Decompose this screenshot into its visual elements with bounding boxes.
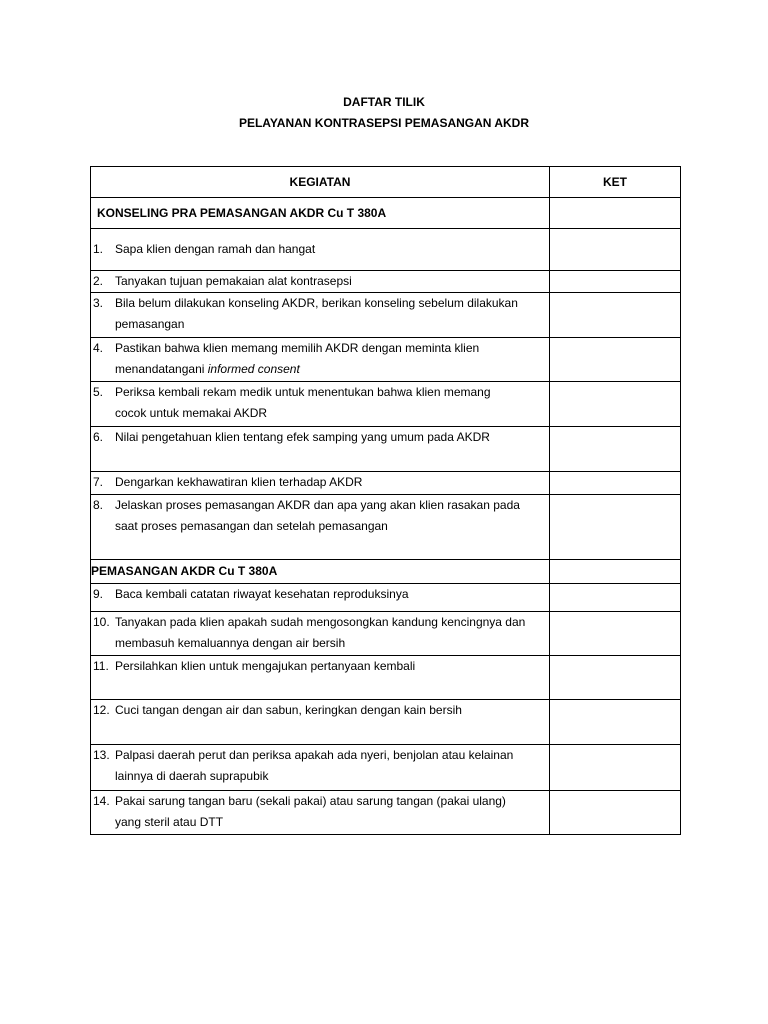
table-row bbox=[91, 791, 681, 835]
note-cell[interactable] bbox=[550, 560, 681, 584]
table-row bbox=[91, 584, 681, 612]
table-row bbox=[91, 745, 681, 791]
note-cell[interactable] bbox=[550, 495, 681, 560]
item-number: 4. bbox=[93, 341, 104, 355]
item-text: Tanyakan pada klien apakah sudah mengosongkan kandung kencingnya dan bbox=[115, 615, 526, 629]
item-number: 5. bbox=[93, 385, 104, 399]
item-text: Tanyakan tujuan pemakaian alat kontrasepsi bbox=[115, 274, 352, 288]
item-number: 9. bbox=[93, 587, 104, 601]
item-text-continued: yang steril atau DTT bbox=[115, 815, 224, 829]
activity-cell bbox=[91, 791, 550, 835]
activity-cell bbox=[91, 700, 550, 745]
item-number: 6. bbox=[93, 430, 104, 444]
note-cell[interactable] bbox=[550, 584, 681, 612]
table-row bbox=[91, 229, 681, 271]
item-number: 13. bbox=[93, 748, 110, 762]
activity-cell bbox=[91, 495, 550, 560]
item-number: 14. bbox=[93, 794, 110, 808]
table-row bbox=[91, 495, 681, 560]
item-text-continued: membasuh kemaluannya dengan air bersih bbox=[115, 636, 346, 650]
activity-cell bbox=[91, 293, 550, 338]
activity-cell bbox=[91, 338, 550, 382]
note-cell[interactable] bbox=[550, 338, 681, 382]
table-row bbox=[91, 612, 681, 656]
item-text-continued: lainnya di daerah suprapubik bbox=[115, 769, 269, 783]
section-heading: PEMASANGAN AKDR Cu T 380A bbox=[91, 560, 550, 584]
document-title: DAFTAR TILIK bbox=[343, 95, 425, 109]
item-text: Persilahkan klien untuk mengajukan pertanyaan kembali bbox=[115, 659, 416, 673]
note-cell[interactable] bbox=[550, 791, 681, 835]
item-number: 11. bbox=[93, 659, 109, 673]
note-cell[interactable] bbox=[550, 656, 681, 700]
note-cell[interactable] bbox=[550, 293, 681, 338]
activity-cell bbox=[91, 612, 550, 656]
note-cell[interactable] bbox=[550, 382, 681, 427]
item-text-continued: cocok untuk memakai AKDR bbox=[115, 406, 268, 420]
item-number: 3. bbox=[93, 296, 104, 310]
item-text-continued bbox=[93, 359, 549, 380]
activity-cell bbox=[91, 229, 550, 271]
table-row bbox=[91, 472, 681, 495]
section-row-counseling bbox=[91, 198, 681, 229]
note-cell[interactable] bbox=[550, 612, 681, 656]
note-cell[interactable] bbox=[550, 427, 681, 472]
table-header-row bbox=[91, 167, 681, 198]
item-number: 7. bbox=[93, 475, 104, 489]
item-number: 1. bbox=[93, 242, 104, 256]
item-text: Pastikan bahwa klien memang memilih AKDR dengan meminta klien bbox=[115, 341, 480, 355]
activity-cell bbox=[91, 745, 550, 791]
table-row bbox=[91, 382, 681, 427]
checklist-table bbox=[90, 166, 681, 835]
column-header-note: KET bbox=[550, 167, 681, 198]
item-text-italic: informed consent bbox=[207, 362, 300, 376]
item-text: Baca kembali catatan riwayat kesehatan reproduksinya bbox=[115, 587, 409, 601]
item-text: Nilai pengetahuan klien tentang efek samping yang umum pada AKDR bbox=[115, 430, 490, 444]
activity-cell bbox=[91, 656, 550, 700]
table-row bbox=[91, 700, 681, 745]
note-cell[interactable] bbox=[550, 229, 681, 271]
table-row bbox=[91, 338, 681, 382]
item-text-continued: saat proses pemasangan dan setelah pemasangan bbox=[115, 519, 388, 533]
item-number: 8. bbox=[93, 498, 104, 512]
item-text-continued: pemasangan bbox=[115, 317, 185, 331]
document-subtitle: PELAYANAN KONTRASEPSI PEMASANGAN AKDR bbox=[238, 116, 530, 130]
activity-cell bbox=[91, 584, 550, 612]
table-row bbox=[91, 427, 681, 472]
table-row bbox=[91, 271, 681, 293]
item-text: Dengarkan kekhawatiran klien terhadap AKDR bbox=[115, 475, 363, 489]
section-row-insertion bbox=[91, 560, 681, 584]
table-row bbox=[91, 656, 681, 700]
table-row bbox=[91, 293, 681, 338]
item-text-plain: menandatangani bbox=[115, 362, 208, 376]
activity-cell bbox=[91, 382, 550, 427]
note-cell[interactable] bbox=[550, 472, 681, 495]
item-number: 12. bbox=[93, 703, 110, 717]
item-text: Sapa klien dengan ramah dan hangat bbox=[115, 242, 316, 256]
item-text: Cuci tangan dengan air dan sabun, keringkan dengan kain bersih bbox=[115, 703, 462, 717]
note-cell[interactable] bbox=[550, 700, 681, 745]
item-number: 10. bbox=[93, 615, 110, 629]
column-header-activity: KEGIATAN bbox=[91, 167, 550, 198]
activity-cell bbox=[91, 472, 550, 495]
note-cell[interactable] bbox=[550, 745, 681, 791]
item-text: Periksa kembali rekam medik untuk menentukan bahwa klien memang bbox=[115, 385, 491, 399]
item-text: Palpasi daerah perut dan periksa apakah ada nyeri, benjolan atau kelainan bbox=[115, 748, 514, 762]
item-number: 2. bbox=[93, 274, 104, 288]
note-cell[interactable] bbox=[550, 198, 681, 229]
activity-cell bbox=[91, 271, 550, 293]
activity-cell bbox=[91, 427, 550, 472]
section-heading: KONSELING PRA PEMASANGAN AKDR Cu T 380A bbox=[91, 198, 550, 229]
item-text: Jelaskan proses pemasangan AKDR dan apa yang akan klien rasakan pada bbox=[115, 498, 520, 512]
item-text: Bila belum dilakukan konseling AKDR, berikan konseling sebelum dilakukan bbox=[115, 296, 518, 310]
note-cell[interactable] bbox=[550, 271, 681, 293]
item-text: Pakai sarung tangan baru (sekali pakai) atau sarung tangan (pakai ulang) bbox=[115, 794, 506, 808]
